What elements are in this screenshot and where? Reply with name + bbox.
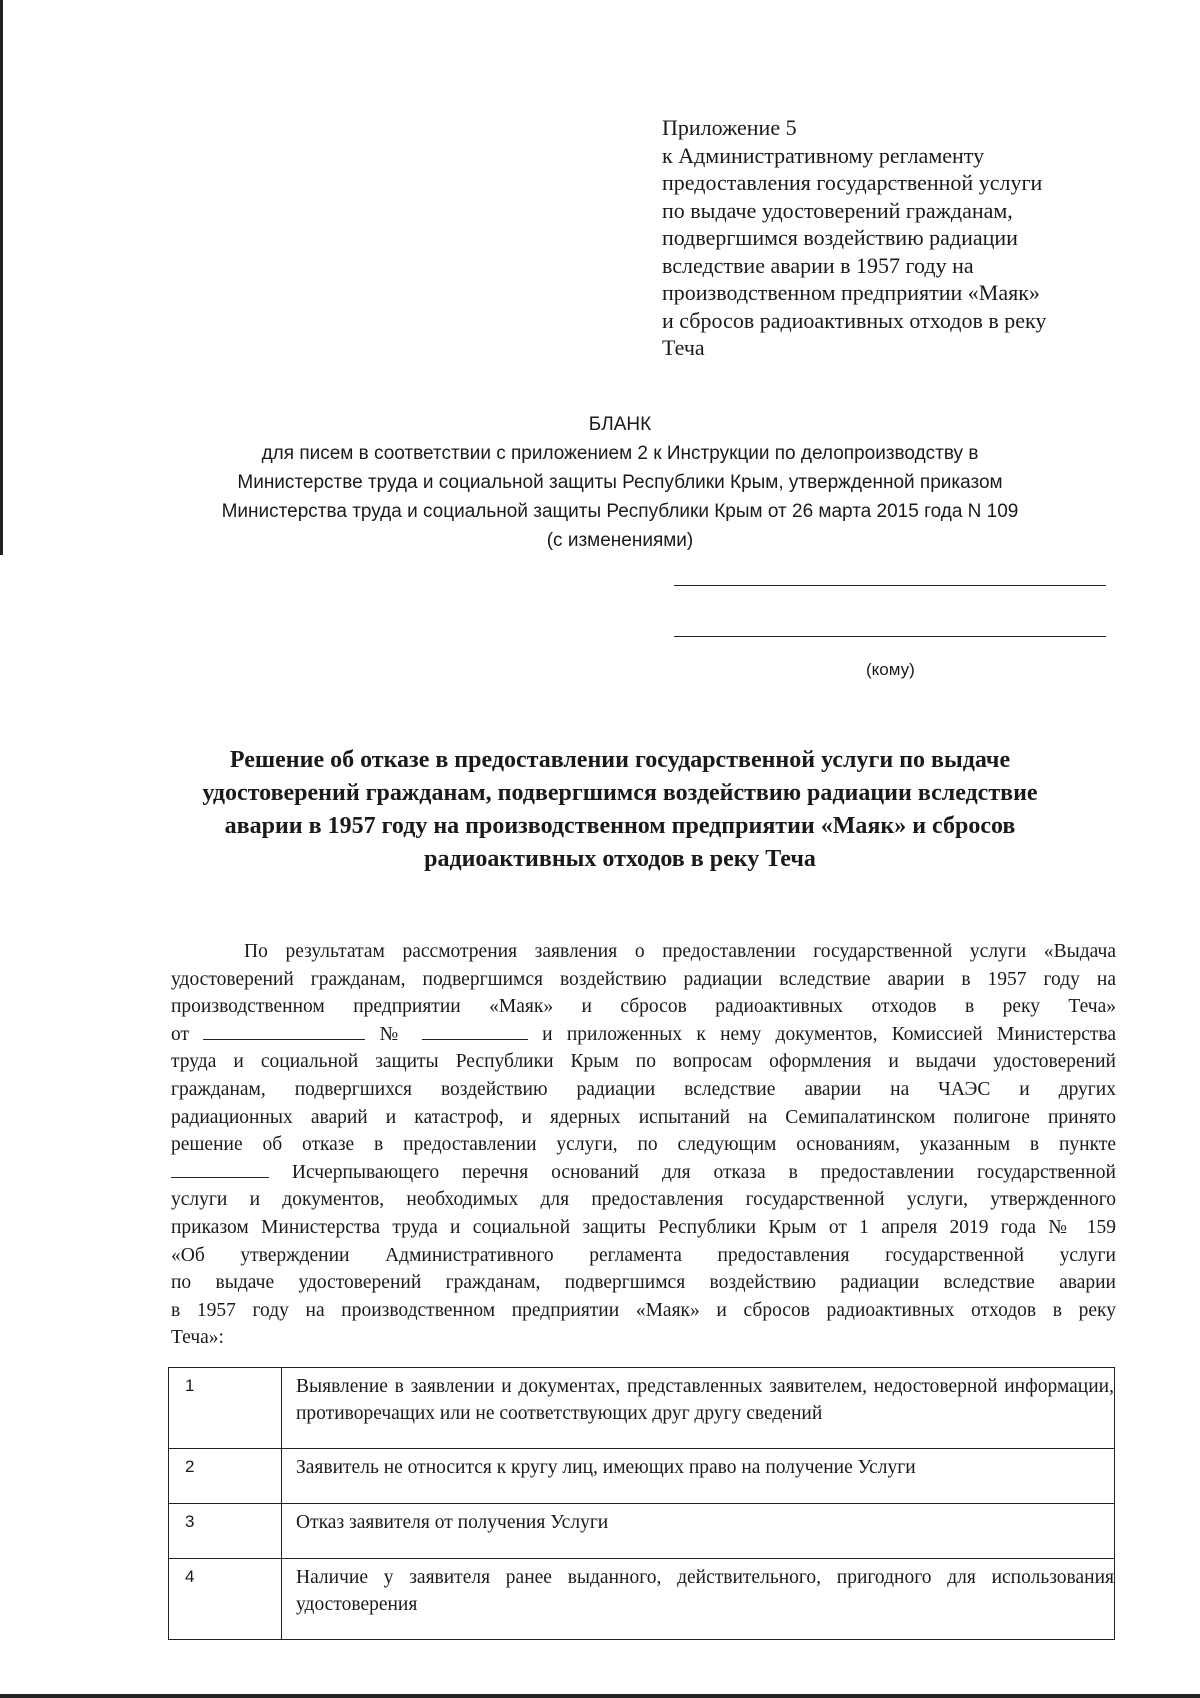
blank-line: (с изменениями) <box>546 530 694 551</box>
annex-line: вследствие аварии в 1957 году на <box>662 252 974 278</box>
body-line-date-number <box>171 1021 1116 1049</box>
table-row <box>169 1504 1115 1559</box>
annex-line: Теча <box>662 335 705 360</box>
annex-line: Приложение 5 <box>662 115 797 140</box>
ground-text: Выявление в заявлении и документах, представленных заявителем, недостоверной информации, противоречащих или не соответствующих друг другу сведений <box>282 1368 1115 1449</box>
body-line: приказом Министерства труда и социальной защиты Республики Крым от 1 апреля 2019 года № 159 <box>171 1216 1116 1238</box>
body-line: решение об отказе в предоставлении услуги, по следующим основаниям, указанным в пункте <box>171 1134 1116 1156</box>
ground-number: 3 <box>169 1504 282 1559</box>
ground-text: Наличие у заявителя ранее выданного, действительного, пригодного для использования удостоверения <box>282 1559 1115 1640</box>
from-label: от <box>171 1023 190 1045</box>
title-line: аварии в 1957 году на производственном предприятии «Маяк» и сбросов <box>224 813 1016 839</box>
body-line: производственном предприятии «Маяк» и сбросов радиоактивных отходов в реку Теча» <box>171 996 1116 1018</box>
body-line: в 1957 году на производственном предприятии «Маяк» и сбросов радиоактивных отходов в реку <box>171 1299 1116 1321</box>
scan-edge-bottom <box>0 1694 1200 1698</box>
body-line-text: и приложенных к нему документов, Комиссией Министерства <box>542 1023 1117 1045</box>
body-line: удостоверений гражданам, подвергшимся воздействию радиации вследствие аварии в 1957 году на <box>171 968 1116 990</box>
grounds-table <box>168 1367 1115 1640</box>
annex-line: предоставления государственной услуги <box>662 170 1043 195</box>
title-line: радиоактивных отходов в реку Теча <box>424 846 816 872</box>
annex-line: производственном предприятии «Маяк» <box>662 280 1040 305</box>
document-title <box>0 744 1200 876</box>
ground-number: 1 <box>169 1368 282 1449</box>
number-blank-field[interactable] <box>422 1023 528 1040</box>
blank-line: Министерства труда и социальной защиты Республики Крым от 26 марта 2015 года N 109 <box>221 501 1019 522</box>
number-sign: № <box>379 1023 408 1045</box>
body-line-clause <box>171 1159 1116 1187</box>
ground-text: Отказ заявителя от получения Услуги <box>282 1504 1115 1559</box>
body-line: По результатам рассмотрения заявления о предоставлении государственной услуги «Выдача <box>244 941 1116 962</box>
decision-body <box>171 938 1116 1352</box>
addressee-line-1 <box>674 585 1106 586</box>
blank-header <box>0 410 1200 555</box>
table-row <box>169 1559 1115 1640</box>
annex-line: по выдаче удостоверений гражданам, <box>662 197 1013 223</box>
date-blank-field[interactable] <box>203 1023 365 1040</box>
title-line: Решение об отказе в предоставлении государственной услуги по выдаче <box>229 747 1011 773</box>
addressee-caption: (кому) <box>866 660 915 679</box>
clause-blank-field[interactable] <box>171 1161 269 1178</box>
annex-header <box>662 114 1132 362</box>
body-line-text: Исчерпывающего перечня оснований для отказа в предоставлении государственной <box>291 1161 1116 1183</box>
table-row <box>169 1449 1115 1504</box>
ground-number: 4 <box>169 1559 282 1640</box>
addressee-line-2 <box>674 636 1106 637</box>
body-line: по выдаче удостоверений гражданам, подвергшимся воздействию радиации вследствие аварии <box>171 1272 1116 1294</box>
blank-heading: БЛАНК <box>588 414 652 435</box>
blank-line: Министерстве труда и социальной защиты Республики Крым, утвержденной приказом <box>237 472 1003 493</box>
annex-line: к Административному регламенту <box>662 142 985 168</box>
body-line: радиационных аварий и катастроф, и ядерных испытаний на Семипалатинском полигоне принято <box>171 1106 1116 1128</box>
body-line: Теча»: <box>171 1327 224 1349</box>
annex-line: подвергшимся воздействию радиации <box>662 225 1018 250</box>
body-line: услуги и документов, необходимых для предоставления государственной услуги, утвержденного <box>171 1189 1116 1211</box>
title-line: удостоверений гражданам, подвергшимся воздействию радиации вследствие <box>202 780 1038 806</box>
body-line: гражданам, подвергшихся воздействию радиации вследствие аварии на ЧАЭС и других <box>171 1078 1116 1100</box>
body-line: «Об утверждении Административного регламента предоставления государственной услуги <box>171 1244 1116 1266</box>
blank-line: для писем в соответствии с приложением 2 к Инструкции по делопроизводству в <box>261 443 979 464</box>
ground-number: 2 <box>169 1449 282 1504</box>
ground-text: Заявитель не относится к кругу лиц, имеющих право на получение Услуги <box>282 1449 1115 1504</box>
annex-line: и сбросов радиоактивных отходов в реку <box>662 307 1047 333</box>
table-row <box>169 1368 1115 1449</box>
body-line: труда и социальной защиты Республики Крым по вопросам оформления и выдачи удостоверений <box>171 1051 1116 1073</box>
